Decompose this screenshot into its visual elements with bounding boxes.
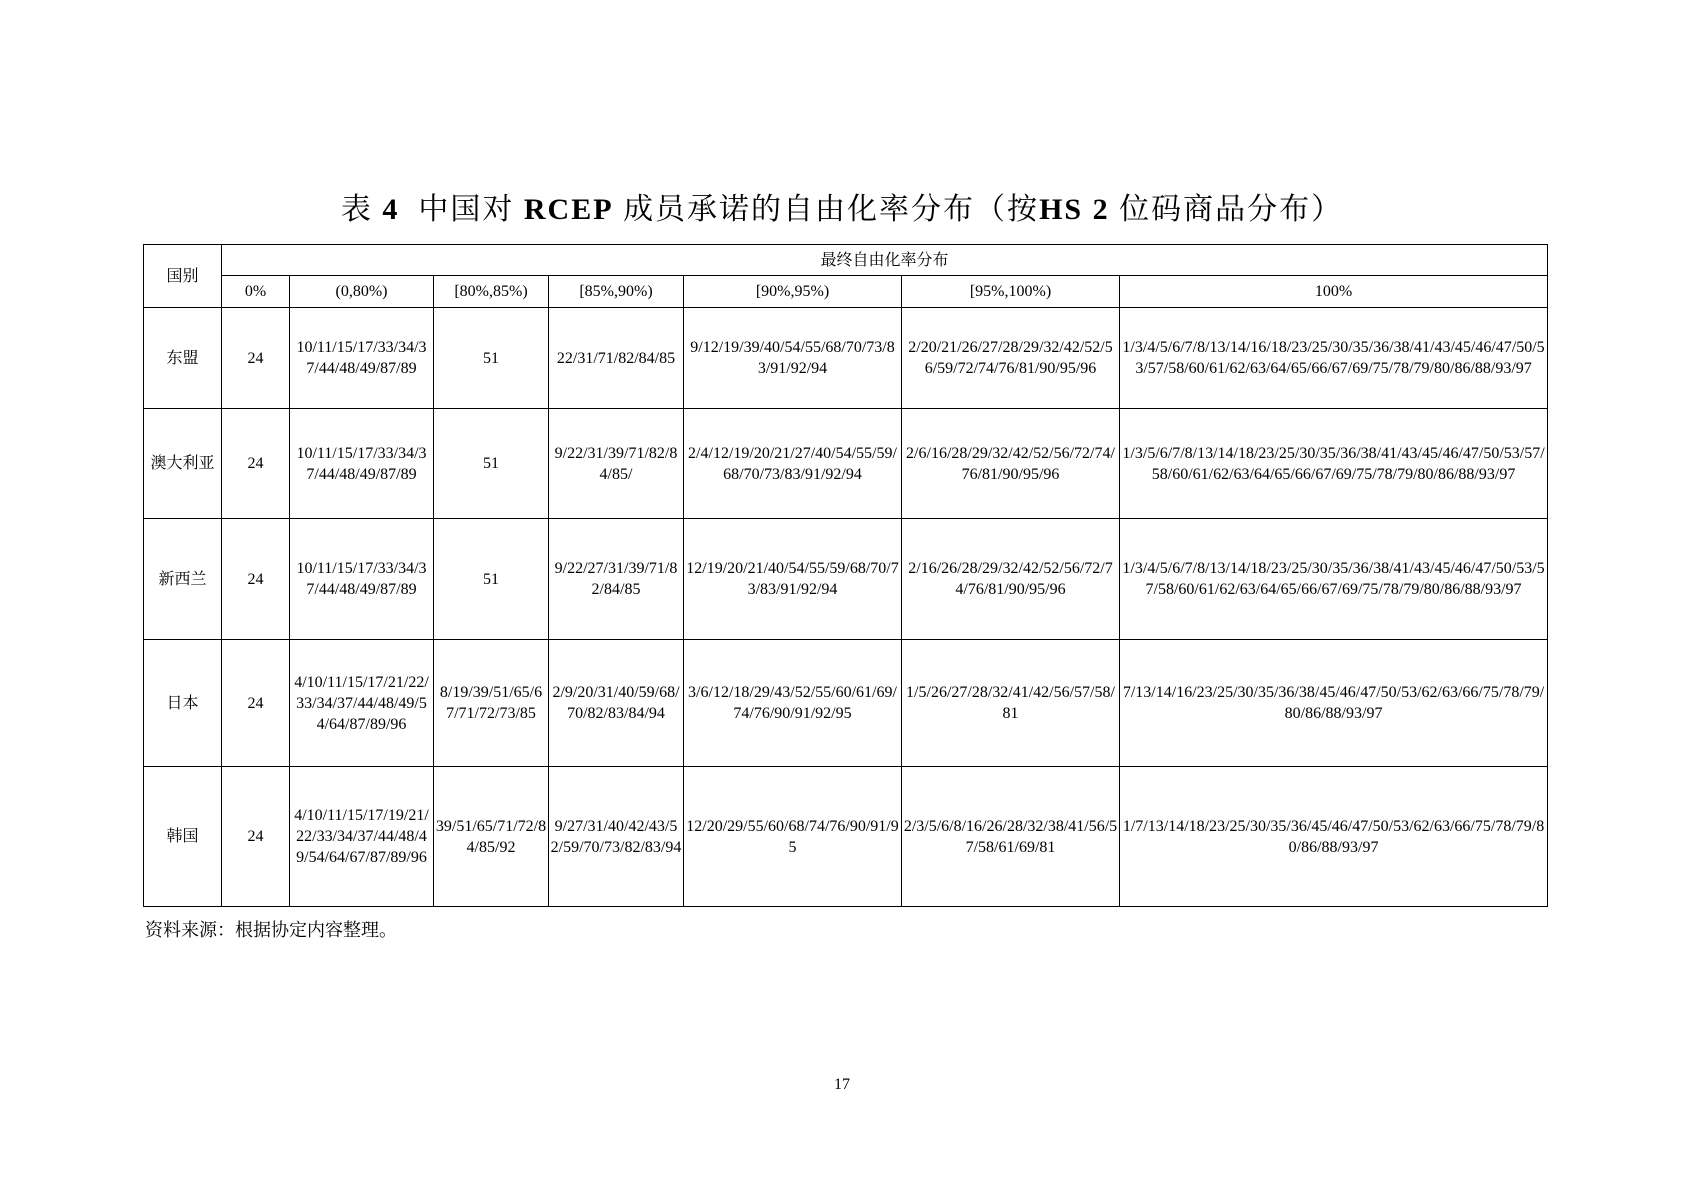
table-cell: 10/11/15/17/33/34/37/44/48/49/87/89 [290,308,434,409]
table-cell: 9/27/31/40/42/43/52/59/70/73/82/83/94 [549,767,684,907]
table-cell: 12/19/20/21/40/54/55/59/68/70/73/83/91/92/94 [684,519,902,640]
table-cell: 1/3/5/6/7/8/13/14/18/23/25/30/35/36/38/41/43/45/46/47/50/53/57/58/60/61/62/63/64/65/66/67/69/75/78/79/80/86/88/93/97 [1120,409,1548,519]
title-text-2: 成员承诺的自由化率分布（按 [623,193,1040,226]
table-cell: 12/20/29/55/60/68/74/76/90/91/95 [684,767,902,907]
country-column-header: 国别 [144,245,222,308]
table-cell: 2/9/20/31/40/59/68/70/82/83/84/94 [549,640,684,767]
source-note: 资料来源：根据协定内容整理。 [145,920,397,940]
table-row [144,767,1548,907]
table-cell: 2/16/26/28/29/32/42/52/56/72/74/76/81/90/95/96 [902,519,1120,640]
title-hs2: HS 2 [1039,193,1110,226]
table-cell: 7/13/14/16/23/25/30/35/36/38/45/46/47/50/53/62/63/66/75/78/79/80/86/88/93/97 [1120,640,1548,767]
page-title [0,190,1684,230]
column-header: 0% [222,276,290,308]
table-cell: 2/3/5/6/8/16/26/28/32/38/41/56/57/58/61/69/81 [902,767,1120,907]
table-cell: 22/31/71/82/84/85 [549,308,684,409]
table-cell: 4/10/11/15/17/19/21/22/33/34/37/44/48/49/54/64/67/87/89/96 [290,767,434,907]
title-rcep: RCEP [523,193,614,226]
country-cell: 日本 [144,640,222,767]
table-row [144,308,1548,409]
table-cell: 1/3/4/5/6/7/8/13/14/18/23/25/30/35/36/38/41/43/45/46/47/50/53/57/58/60/61/62/63/64/65/66/67/69/75/78/79/80/86/88/93/97 [1120,519,1548,640]
table-cell: 2/6/16/28/29/32/42/52/56/72/74/76/81/90/95/96 [902,409,1120,519]
rate-group-header: 最终自由化率分布 [222,245,1548,276]
table-cell: 24 [222,767,290,907]
table-cell: 9/22/27/31/39/71/82/84/85 [549,519,684,640]
table-row [144,640,1548,767]
table-cell: 9/22/31/39/71/82/84/85/ [549,409,684,519]
column-header: 100% [1120,276,1548,308]
table-row [144,519,1548,640]
table-cell: 24 [222,519,290,640]
title-text-1: 中国对 [418,193,515,226]
page-number: 17 [834,1076,850,1093]
liberalization-rate-table [143,244,1548,907]
table-cell: 1/3/4/5/6/7/8/13/14/16/18/23/25/30/35/36/38/41/43/45/46/47/50/53/57/58/60/61/62/63/64/65/66/67/69/75/78/79/80/86/88/93/97 [1120,308,1548,409]
column-header: [85%,90%) [549,276,684,308]
title-table-number: 4 [382,193,400,226]
column-header: [80%,85%) [434,276,549,308]
table-cell: 51 [434,308,549,409]
table-cell: 24 [222,409,290,519]
table-cell: 9/12/19/39/40/54/55/68/70/73/83/91/92/94 [684,308,902,409]
table-cell: 51 [434,409,549,519]
country-cell: 新西兰 [144,519,222,640]
table-cell: 2/20/21/26/27/28/29/32/42/52/56/59/72/74/76/81/90/95/96 [902,308,1120,409]
country-cell: 东盟 [144,308,222,409]
table-cell: 24 [222,640,290,767]
column-header: (0,80%) [290,276,434,308]
country-cell: 澳大利亚 [144,409,222,519]
header-row-2 [144,276,1548,308]
table-cell: 2/4/12/19/20/21/27/40/54/55/59/68/70/73/83/91/92/94 [684,409,902,519]
table-cell: 51 [434,519,549,640]
column-header: [90%,95%) [684,276,902,308]
title-text-3: 位码商品分布） [1119,193,1344,226]
table-cell: 24 [222,308,290,409]
table-cell: 4/10/11/15/17/21/22/33/34/37/44/48/49/54/64/87/89/96 [290,640,434,767]
table-cell: 10/11/15/17/33/34/37/44/48/49/87/89 [290,409,434,519]
table-cell: 8/19/39/51/65/67/71/72/73/85 [434,640,549,767]
header-row-1 [144,245,1548,276]
country-cell: 韩国 [144,767,222,907]
table-cell: 39/51/65/71/72/84/85/92 [434,767,549,907]
column-header: [95%,100%) [902,276,1120,308]
title-prefix: 表 [340,193,373,226]
table-cell: 1/5/26/27/28/32/41/42/56/57/58/81 [902,640,1120,767]
table-cell: 10/11/15/17/33/34/37/44/48/49/87/89 [290,519,434,640]
table-row [144,409,1548,519]
table-cell: 1/7/13/14/18/23/25/30/35/36/45/46/47/50/53/62/63/66/75/78/79/80/86/88/93/97 [1120,767,1548,907]
table-cell: 3/6/12/18/29/43/52/55/60/61/69/74/76/90/91/92/95 [684,640,902,767]
